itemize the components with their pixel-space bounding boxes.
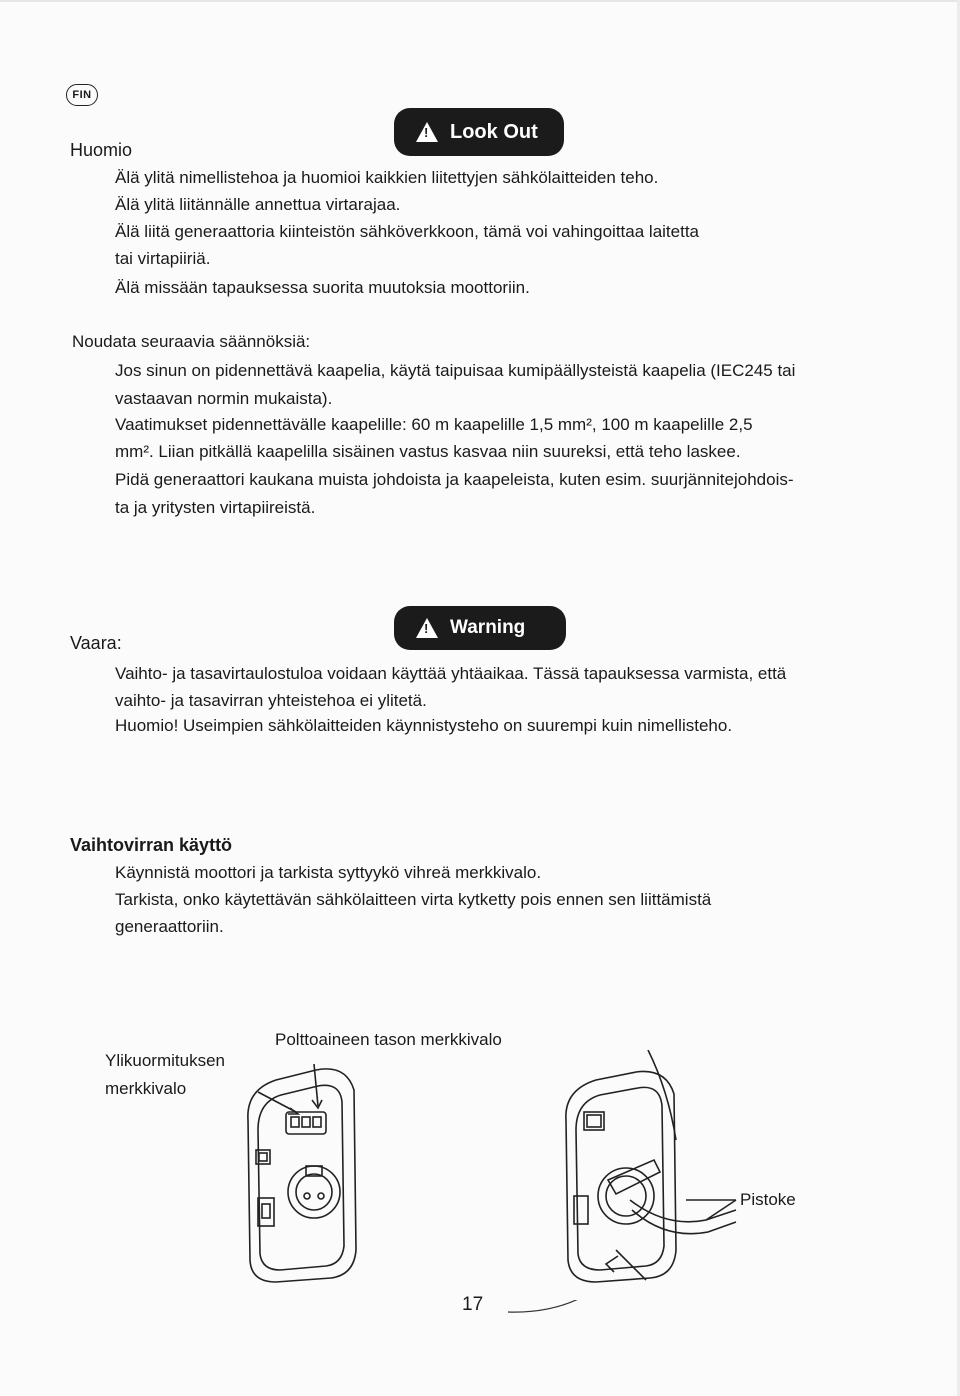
label-overload-indicator-line1: Ylikuormituksen bbox=[105, 1051, 225, 1070]
warning-title: Vaara: bbox=[70, 633, 122, 653]
warning-badge bbox=[394, 606, 566, 650]
rules-line: Pidä generaattori kaukana muista johdoista ja kaapeleista, kuten esim. suurjännitejohdois- bbox=[115, 470, 794, 489]
rules-line: Jos sinun on pidennettävä kaapelia, käytä taipuisaa kumipäällysteistä kaapelia (IEC245 tai bbox=[115, 361, 796, 380]
ac-usage-line: generaattoriin. bbox=[115, 917, 224, 936]
rules-line: Vaatimukset pidennettävälle kaapelille: 60 m kaapelille 1,5 mm², 100 m kaapelille 2,5 bbox=[115, 415, 753, 434]
label-plug: Pistoke bbox=[740, 1190, 796, 1209]
warning-badge-label: Warning bbox=[450, 617, 526, 638]
lookout-badge bbox=[394, 108, 564, 156]
ac-usage-title: Vaihtovirran käyttö bbox=[70, 835, 233, 855]
language-badge: FIN bbox=[66, 84, 98, 106]
lookout-line: Älä ylitä liitännälle annettua virtarajaa. bbox=[115, 195, 401, 214]
page-number: 17 bbox=[462, 1294, 484, 1315]
lookout-title: Huomio bbox=[70, 140, 133, 160]
lookout-badge-label: Look Out bbox=[450, 120, 538, 143]
lookout-line: Älä liitä generaattoria kiinteistön sähköverkkoon, tämä voi vahingoittaa laitetta bbox=[115, 222, 700, 241]
warning-triangle-icon: ! bbox=[416, 618, 438, 638]
lookout-line: Älä ylitä nimellistehoa ja huomioi kaikkien liitettyjen sähkölaitteiden teho. bbox=[115, 168, 659, 187]
warning-line: Vaihto- ja tasavirtaulostuloa voidaan käyttää yhtäaikaa. Tässä tapauksessa varmista, että bbox=[115, 664, 787, 683]
warning-line: Huomio! Useimpien sähkölaitteiden käynnistysteho on suurempi kuin nimellisteho. bbox=[115, 716, 733, 735]
rules-line: mm². Liian pitkällä kaapelilla sisäinen vastus kasvaa niin suureksi, että teho laskee. bbox=[115, 442, 741, 461]
warning-line: vaihto- ja tasavirran yhteistehoa ei ylitetä. bbox=[115, 691, 427, 710]
generator-panel-illustration bbox=[236, 1050, 756, 1290]
scan-edge bbox=[0, 0, 960, 2]
lookout-line: Älä missään tapauksessa suorita muutoksia moottoriin. bbox=[115, 278, 530, 297]
label-overload-indicator-line2: merkkivalo bbox=[105, 1079, 187, 1098]
rules-line: ta ja yritysten virtapiireistä. bbox=[115, 498, 316, 517]
rules-line: vastaavan normin mukaista). bbox=[115, 389, 333, 408]
ac-usage-line: Tarkista, onko käytettävän sähkölaitteen virta kytketty pois ennen sen liittämistä bbox=[115, 890, 712, 909]
rules-title: Noudata seuraavia säännöksiä: bbox=[72, 332, 311, 351]
ac-usage-line: Käynnistä moottori ja tarkista syttyykö vihreä merkkivalo. bbox=[115, 863, 542, 882]
label-fuel-indicator: Polttoaineen tason merkkivalo bbox=[275, 1030, 502, 1049]
lookout-line: tai virtapiiriä. bbox=[115, 249, 211, 268]
warning-triangle-icon: ! bbox=[416, 122, 438, 142]
decorative-curve bbox=[508, 1300, 628, 1330]
